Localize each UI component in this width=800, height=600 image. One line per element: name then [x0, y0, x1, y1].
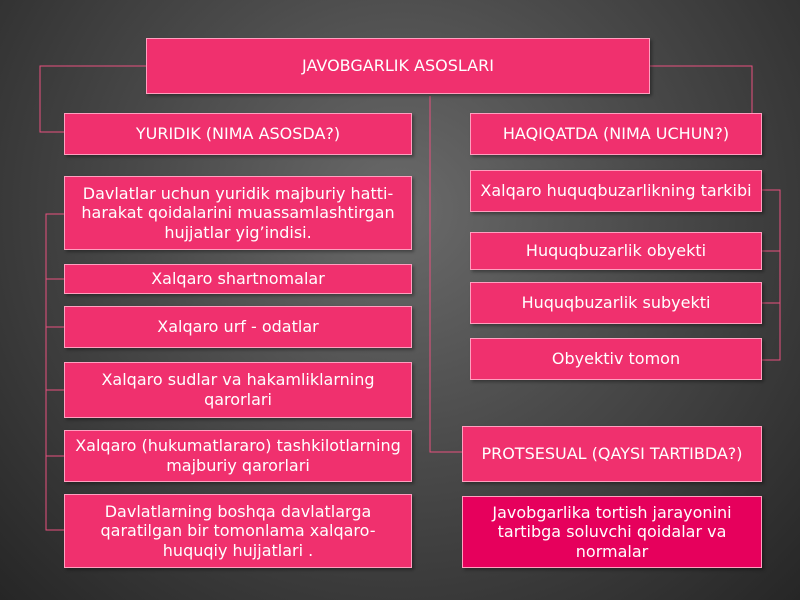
right-item-objective-side — [470, 338, 762, 380]
left-item-definition — [64, 176, 412, 250]
left-item-treaties — [64, 264, 412, 294]
left-item-label: Xalqaro (hukumatlararo) tashkilotlarning majburiy qarorlari — [75, 436, 401, 475]
left-item-label: Xalqaro sudlar va hakamliklarning qarorlari — [101, 370, 375, 409]
procedural-header-label: PROTSESUAL (QAYSI TARTIBDA?) — [481, 444, 743, 464]
right-item-object — [470, 232, 762, 270]
procedural-item-label: Javobgarlika tortish jarayonini tartibga soluvchi qoidalar va normalar — [492, 502, 732, 561]
right-item-label: Obyektiv tomon — [551, 349, 681, 369]
left-item-customs — [64, 306, 412, 348]
left-item-unilateral-acts — [64, 494, 412, 568]
right-item-subject — [470, 282, 762, 324]
left-item-label: Xalqaro shartnomalar — [151, 269, 325, 289]
left-header — [64, 113, 412, 155]
root-node — [146, 38, 650, 94]
right-item-composition — [470, 170, 762, 212]
procedural-header — [462, 426, 762, 482]
root-label: JAVOBGARLIK ASOSLARI — [302, 56, 494, 76]
right-item-label: Huquqbuzarlik subyekti — [521, 293, 711, 313]
left-item-court-decisions — [64, 362, 412, 418]
left-item-label: Davlatlarning boshqa davlatlarga qaratilgan bir tomonlama xalqaro-huquqiy hujjatlari . — [100, 501, 376, 560]
right-item-label: Xalqaro huquqbuzarlikning tarkibi — [480, 181, 752, 201]
left-item-label: Xalqaro urf - odatlar — [157, 317, 319, 337]
right-header-label: HAQIQATDA (NIMA UCHUN?) — [502, 124, 730, 144]
right-header — [470, 113, 762, 155]
left-item-label: Davlatlar uchun yuridik majburiy hatti-harakat qoidalarini muassamlashtirgan hujjatlar yig’indisi. — [81, 183, 395, 242]
procedural-item — [462, 496, 762, 568]
right-item-label: Huquqbuzarlik obyekti — [525, 241, 707, 261]
left-header-label: YURIDIK (NIMA ASOSDA?) — [135, 124, 341, 144]
left-item-organization-decisions — [64, 430, 412, 482]
